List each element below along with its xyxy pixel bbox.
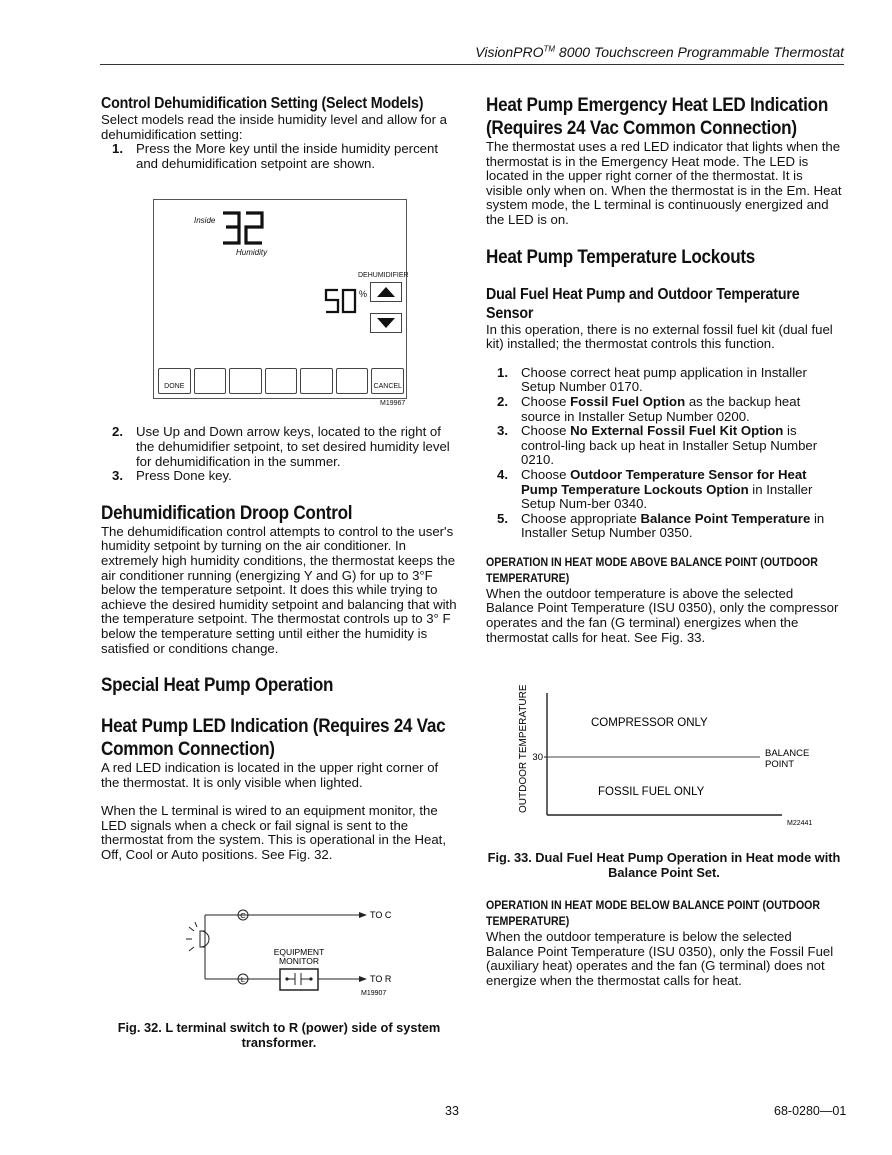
inside-label: Inside	[194, 216, 216, 226]
to-c-label: TO C	[370, 909, 392, 920]
step-bold-text: Outdoor Temperature Sensor for Heat Pump Temperature Lockouts Option	[521, 466, 807, 497]
step-number: 3.	[497, 423, 508, 439]
heading-special-heat-pump: Special Heat Pump Operation	[101, 675, 334, 697]
balance-point-chart	[486, 685, 842, 832]
heading-above-balance	[486, 555, 818, 587]
step-number: 5.	[497, 510, 508, 526]
caption-line: Balance Point Set.	[608, 865, 720, 881]
heading-led-indication	[101, 715, 446, 761]
para-below-balance: When the outdoor temperature is below the selected Balance Point Temperature (ISU 0350), only the Fossil Fuel (auxiliary heat) operates and the fan (G terminal) does not energize when the thermostat calls for heat.	[486, 929, 834, 989]
step-text: Press the More key until the inside humidity percent and dehumidification setpoint are shown.	[136, 141, 438, 171]
header-tm: TM	[543, 44, 556, 54]
heading-emergency-led	[486, 94, 828, 140]
para-emergency-led: The thermostat uses a red LED indicator that lights when the thermostat is in the Emergency Heat mode. The LED is located in the upper right corner of the thermostat. It is visible only when on. When the thermostat is in the Em. Heat system mode, the L terminal is continuously energized and the LED is on.	[486, 139, 842, 227]
compressor-only-label: COMPRESSOR ONLY	[591, 717, 708, 730]
blank-key[interactable]	[194, 368, 227, 394]
step-text: Choose correct heat pump application in Installer Setup Number 0170.	[521, 364, 807, 395]
step-text: in Installer Setup Num-ber 0340.	[521, 481, 813, 512]
list-item	[486, 468, 842, 512]
figure-33-caption	[486, 850, 842, 880]
figure-id: M22441	[787, 820, 813, 828]
caption-line: Fig. 33. Dual Fuel Heat Pump Operation in Heat mode with	[487, 850, 841, 866]
step-bold-text: No External Fossil Fuel Kit Option	[570, 423, 784, 439]
right-column	[486, 94, 842, 989]
led-glow-icon	[186, 922, 197, 951]
list-item	[486, 366, 842, 395]
fossil-fuel-only-label: FOSSIL FUEL ONLY	[598, 786, 705, 799]
list-item	[486, 395, 842, 424]
humidity-label: Humidity	[236, 248, 268, 258]
list-item	[101, 425, 457, 469]
step-text: Choose	[521, 423, 571, 439]
y-tick-label: 30	[532, 752, 543, 764]
point-label: POINT	[765, 759, 795, 771]
figure-32-caption: Fig. 32. L terminal switch to R (power) side of system transformer.	[117, 1019, 441, 1050]
arrow-to-c-icon	[359, 912, 367, 918]
thermostat-display-figure	[153, 199, 407, 399]
heading-line: TEMPERATURE)	[486, 572, 570, 585]
up-arrow-icon	[377, 287, 395, 297]
cancel-key[interactable]: CANCEL	[371, 368, 404, 394]
soft-key-row	[158, 368, 404, 394]
step-bold-text: Balance Point Temperature	[640, 510, 811, 526]
heading-line: OPERATION IN HEAT MODE ABOVE BALANCE POINT (OUTDOOR	[486, 556, 818, 569]
list-item	[486, 512, 842, 541]
balance-label: BALANCE	[765, 748, 810, 760]
header-brand: VisionPRO	[475, 44, 544, 60]
figure-id: M19907	[361, 989, 387, 995]
wiring-diagram	[171, 889, 471, 995]
heading-line: Sensor	[486, 304, 534, 322]
step-text: Use Up and Down arrow keys, located to the right of the dehumidifier setpoint, to set desired humidity level for dehumidification in the summer.	[136, 424, 450, 469]
para-above-balance: When the outdoor temperature is above the selected Balance Point Temperature (ISU 0350), only the compressor operates and the fan (G terminal) energizes when the thermostat calls for heat. See Fig. 33.	[486, 585, 839, 645]
step-text: as the backup heat source in Installer Setup Number 0200.	[521, 393, 801, 424]
step-text: Choose appropriate	[521, 510, 641, 526]
heading-line: OPERATION IN HEAT MODE BELOW BALANCE POINT (OUTDOOR	[486, 900, 821, 913]
steps-a	[101, 142, 457, 171]
monitor-label: MONITOR	[279, 955, 319, 966]
running-header	[100, 44, 844, 65]
step-text: in Installer Setup Number 0350.	[521, 510, 825, 541]
step-text: Choose	[521, 393, 571, 409]
para-dual-fuel: In this operation, there is no external fossil fuel kit (dual fuel kit) installed; the thermostat controls this function.	[486, 321, 833, 352]
heading-line: TEMPERATURE)	[486, 916, 570, 929]
step-number: 4.	[497, 466, 508, 482]
page-number: 33	[445, 1104, 459, 1118]
step-number: 2.	[497, 393, 508, 409]
heading-line: (Requires 24 Vac Common Connection)	[486, 118, 797, 139]
up-arrow-button[interactable]	[370, 282, 402, 302]
list-item	[101, 142, 457, 171]
done-key[interactable]: DONE	[158, 368, 191, 394]
heading-below-balance	[486, 898, 821, 930]
heading-temp-lockouts: Heat Pump Temperature Lockouts	[486, 246, 756, 268]
heading-line: Dual Fuel Heat Pump and Outdoor Temperature	[486, 285, 800, 303]
left-column	[101, 94, 457, 1050]
heading-dual-fuel	[486, 285, 814, 323]
humidity-reading-digits	[220, 210, 266, 246]
dehumidifier-label: DEHUMIDIFIER	[358, 272, 409, 280]
para-droop: The dehumidification control attempts to control to the user's humidity setpoint by turning on the air conditioner. In extremely high humidity conditions, the thermostat keeps the air conditioner running (energizing Y and G) for up to 3°F below the temperature setpoint. It does this while trying to achieve the desired humidity setpoint and balancing that with the temperature setpoint. The thermostat controls up to 3° F below the temperature setting until either the humidity is satisfied or conditions change.	[101, 523, 457, 656]
para-control-dehum: Select models read the inside humidity level and allow for a dehumidification setting:	[101, 112, 447, 142]
down-arrow-button[interactable]	[370, 313, 402, 333]
step-number: 1.	[112, 141, 123, 157]
blank-key[interactable]	[265, 368, 298, 394]
step-number: 3.	[112, 468, 123, 484]
down-arrow-icon	[377, 318, 395, 328]
heading-line: Heat Pump Emergency Heat LED Indication	[486, 95, 828, 116]
document-number: 68-0280—01	[774, 1104, 847, 1118]
balance-point-svg	[486, 685, 816, 827]
para-led-2: When the L terminal is wired to an equipment monitor, the LED signals when a check or fail signal is sent to the thermostat from the system. This is operational in the Heat, Off, Cool or Auto positions. See Fig. 32.	[101, 803, 446, 863]
list-item	[486, 424, 842, 468]
step-text: Press Done key.	[136, 468, 232, 484]
figure-id: M19967	[380, 400, 406, 408]
para-led-1: A red LED indication is located in the upper right corner of the thermostat. It is only visible when lighted.	[101, 760, 439, 790]
step-bold-text: Fossil Fuel Option	[570, 393, 686, 409]
percent-sign: %	[359, 289, 368, 300]
header-title: 8000 Touchscreen Programmable Thermostat	[555, 44, 844, 60]
y-axis-label: OUTDOOR TEMPERATURE	[518, 685, 529, 814]
dual-fuel-steps	[486, 366, 842, 541]
heading-control-dehum: Control Dehumidification Setting (Select Models)	[101, 95, 424, 112]
equipment-label: EQUIPMENT	[273, 946, 325, 957]
list-item	[101, 469, 457, 484]
arrow-to-r-icon	[359, 976, 367, 982]
to-r-label: TO R	[370, 973, 392, 984]
blank-key[interactable]	[229, 368, 262, 394]
blank-key[interactable]	[336, 368, 369, 394]
step-text: is control-ling back up heat in Installer Setup Number 0210.	[521, 423, 818, 468]
step-number: 1.	[497, 364, 508, 380]
steps-b	[101, 425, 457, 483]
setpoint-digits	[324, 288, 358, 314]
step-number: 2.	[112, 424, 123, 440]
step-text: Choose	[521, 466, 571, 482]
terminal-l-label: L	[240, 974, 246, 984]
heading-line: Common Connection)	[101, 739, 275, 761]
blank-key[interactable]	[300, 368, 333, 394]
heading-droop: Dehumidification Droop Control	[101, 502, 353, 524]
terminal-c-label: C	[240, 910, 246, 920]
heading-line: Heat Pump LED Indication (Requires 24 Vac	[101, 716, 446, 738]
